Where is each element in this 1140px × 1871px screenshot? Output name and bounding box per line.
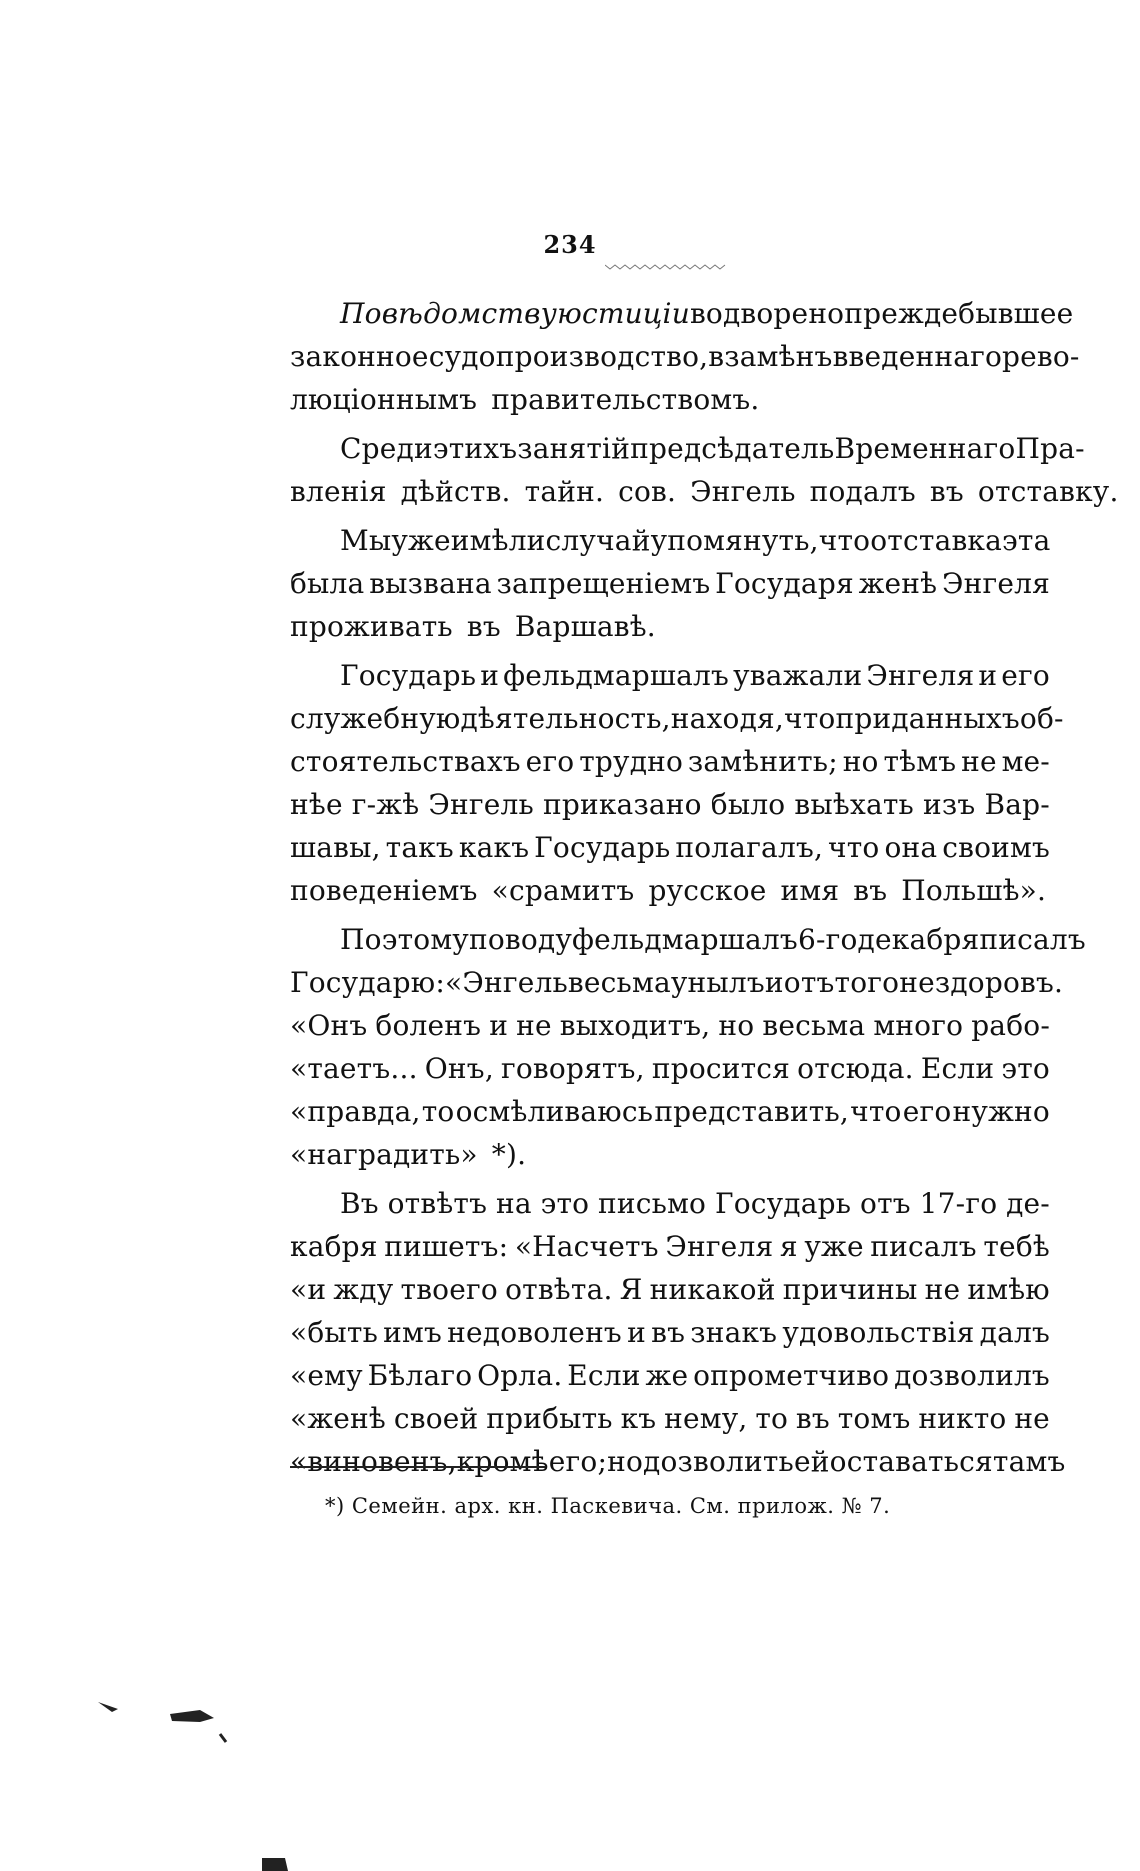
word: имя [780, 874, 840, 907]
word: декабря [857, 923, 980, 956]
text-line [290, 918, 1086, 961]
word: удовольствія [782, 1316, 975, 1349]
text-line [290, 605, 1050, 648]
word: въ [929, 475, 964, 508]
text-line [290, 1047, 1050, 1090]
word: кромѣ [456, 1445, 549, 1478]
word: прежде [844, 297, 959, 330]
word: и [480, 659, 500, 692]
word: тайн. [524, 475, 605, 508]
word: «Энгель [445, 966, 568, 999]
word: отъ [860, 1187, 911, 1220]
word: имѣли [450, 524, 546, 557]
word: случай [545, 524, 651, 557]
word: къ [620, 1402, 657, 1435]
word: Вар- [984, 788, 1050, 821]
word: и [978, 659, 998, 692]
word: отставка [870, 524, 1003, 557]
word: служебную [290, 702, 461, 735]
word: законное [290, 340, 429, 373]
text-line [290, 427, 1085, 470]
word: просится [651, 1052, 791, 1085]
word: что [818, 524, 871, 557]
scan-mark-tick [220, 1734, 226, 1742]
text-line [290, 335, 1080, 378]
word: шавы, [290, 831, 381, 864]
word: что [784, 702, 836, 735]
text-line [290, 1268, 1050, 1311]
word: вызвана [369, 567, 492, 600]
text-line [290, 961, 1064, 1004]
word: боленъ [375, 1009, 482, 1042]
word: Бѣлаго [367, 1359, 473, 1392]
word: сов. [618, 475, 677, 508]
word: введеннаго [832, 340, 1003, 373]
word: 17-го [919, 1187, 998, 1220]
word: Мы [340, 524, 392, 557]
word: дѣйств. [400, 475, 511, 508]
word: письмо [598, 1187, 707, 1220]
word: пишетъ: [384, 1230, 509, 1263]
word: стоятельствахъ [290, 745, 521, 778]
word: нѣе [290, 788, 343, 821]
word: приказано [543, 788, 702, 821]
word: отъ [783, 966, 835, 999]
word: что [850, 1095, 902, 1128]
word: уважали [733, 659, 863, 692]
word: дѣятельность, [460, 702, 671, 735]
word: знакъ [690, 1316, 778, 1349]
word: Энгеля [665, 1230, 774, 1263]
word: По [340, 923, 382, 956]
word: не [516, 1009, 552, 1042]
word: того [834, 966, 900, 999]
word: полагалъ, [675, 831, 824, 864]
scan-mark-bottom [262, 1858, 288, 1871]
text-line [290, 1004, 1050, 1047]
word: юстиціи [557, 297, 690, 330]
word: то [421, 1095, 455, 1128]
word: далъ [979, 1316, 1050, 1349]
word: выходитъ, [559, 1009, 711, 1042]
word: вѣдомству [381, 297, 558, 330]
word: данныхъ [891, 702, 1020, 735]
word: «женѣ [290, 1402, 387, 1435]
text-line [290, 654, 1050, 697]
word: Государь [714, 1187, 852, 1220]
word: писалъ [979, 923, 1086, 956]
word: въ [853, 874, 888, 907]
word: весьма [567, 966, 671, 999]
text-line [290, 1354, 1050, 1397]
word: прибыть [486, 1402, 613, 1435]
word: отвѣтъ [387, 1187, 488, 1220]
word: она [884, 831, 938, 864]
word: и [627, 1316, 646, 1349]
word: поведеніемъ [290, 874, 478, 907]
word: трудно [579, 745, 684, 778]
word: жду [333, 1273, 394, 1306]
word: томъ [837, 1402, 911, 1435]
word: что [828, 831, 880, 864]
word: унылъ [670, 966, 765, 999]
text-line [290, 519, 1050, 562]
word: было [710, 788, 786, 821]
word: опрометчиво [693, 1359, 890, 1392]
footnote: *) Семейн. арх. кн. Паскевича. См. прилож. № 7. [325, 1494, 891, 1518]
word: такъ [385, 831, 454, 864]
word: на [495, 1187, 532, 1220]
word: дозволилъ [894, 1359, 1050, 1392]
word: нему, [664, 1402, 748, 1435]
word: но [607, 1445, 644, 1478]
text-line [290, 1182, 1050, 1225]
word: въ [651, 1316, 686, 1349]
body-text [290, 292, 1119, 1483]
text-line [290, 378, 1050, 421]
word: женѣ [858, 567, 938, 600]
word: люціоннымъ [290, 383, 478, 416]
word: «быть [290, 1316, 379, 1349]
word: вленія [290, 475, 387, 508]
word: дозволить [643, 1445, 794, 1478]
word: его [525, 745, 575, 778]
word: 6-го [797, 923, 858, 956]
word: Энгель [428, 788, 534, 821]
word: писалъ [870, 1230, 977, 1263]
word: *). [491, 1138, 527, 1171]
word: взамѣнъ [708, 340, 833, 373]
word: г-жѣ [351, 788, 420, 821]
word: то [755, 1402, 789, 1435]
word: По [340, 297, 382, 330]
word: «Онъ [290, 1009, 368, 1042]
word: не [1014, 1402, 1050, 1435]
word: Государь [340, 659, 477, 692]
word: Среди [340, 432, 433, 465]
word: его; [548, 1445, 608, 1478]
word: не [924, 1273, 961, 1306]
word: Если [567, 1359, 641, 1392]
word: въ [466, 610, 501, 643]
word: «и [290, 1273, 327, 1306]
word: ей [794, 1445, 830, 1478]
word: подалъ [809, 475, 916, 508]
text-line [290, 1133, 1050, 1176]
word: выѣхать [794, 788, 914, 821]
word: фельдмаршалъ [503, 659, 730, 692]
word: отставку. [977, 475, 1119, 508]
word: тамъ [992, 1445, 1066, 1478]
word: эта [1002, 524, 1051, 557]
word: находя, [670, 702, 784, 735]
word: имѣю [967, 1273, 1050, 1306]
word: поводу [468, 923, 573, 956]
word: но [718, 1009, 755, 1042]
word: какъ [458, 831, 530, 864]
word: Я [619, 1273, 643, 1306]
text-line [290, 1311, 1050, 1354]
word: тѣмъ [883, 745, 957, 778]
word: фельдмаршалъ [572, 923, 798, 956]
word: нездоровъ. [899, 966, 1064, 999]
word: Онъ, [424, 1052, 494, 1085]
word: имъ [383, 1316, 443, 1349]
word: упомянуть, [650, 524, 819, 557]
word: кабря [290, 1230, 378, 1263]
word: этихъ [432, 432, 518, 465]
word: это [1001, 1052, 1050, 1085]
word: Энгеля [942, 567, 1050, 600]
text-line [290, 869, 1050, 912]
word: своей [393, 1402, 479, 1435]
word: Государь [534, 831, 671, 864]
word: проживать [290, 610, 453, 643]
word: оставаться [829, 1445, 993, 1478]
word: отвѣта. [505, 1273, 613, 1306]
word: причины [782, 1273, 918, 1306]
word: «Насчетъ [514, 1230, 659, 1263]
word: была [290, 567, 365, 600]
word: недоволенъ [447, 1316, 622, 1349]
footnote-rule [290, 1466, 545, 1468]
word: его [1001, 659, 1050, 692]
word: «срамитъ [491, 874, 635, 907]
word: предсѣдатель [630, 432, 835, 465]
text-line [290, 562, 1050, 605]
page-number: 234 [543, 230, 597, 259]
word: представить, [654, 1095, 850, 1128]
word: весьма [762, 1009, 866, 1042]
word: бывшее [958, 297, 1074, 330]
text-line [290, 1397, 1050, 1440]
word: тебѣ [983, 1230, 1050, 1263]
word: занятій [517, 432, 631, 465]
word: уже [804, 1230, 864, 1263]
word: «таетъ... [290, 1052, 418, 1085]
text-line [290, 697, 1064, 740]
word: этому [381, 923, 469, 956]
word: Варшавѣ. [514, 610, 656, 643]
word: Государю: [290, 966, 446, 999]
word: «виновенъ, [290, 1445, 457, 1478]
word: я [779, 1230, 798, 1263]
word: водворено [689, 297, 845, 330]
word: Польшѣ». [901, 874, 1047, 907]
word: Если [920, 1052, 995, 1085]
text-line [290, 1440, 1066, 1483]
scan-mark-arrow-left [98, 1702, 118, 1712]
text-line [290, 470, 1119, 513]
word: правительствомъ. [491, 383, 760, 416]
word: отсюда. [797, 1052, 914, 1085]
word: въ [795, 1402, 830, 1435]
text-line [290, 740, 1050, 783]
word: осмѣливаюсь [455, 1095, 654, 1128]
word: уже [391, 524, 451, 557]
word: Энгель [690, 475, 796, 508]
word: рабо- [971, 1009, 1050, 1042]
word: и [764, 966, 784, 999]
text-line [290, 826, 1050, 869]
word: запрещеніемъ [496, 567, 711, 600]
text-line [290, 783, 1050, 826]
text-line [290, 1090, 1050, 1133]
text-line [290, 292, 1074, 335]
word: судопроизводство, [428, 340, 709, 373]
word: никакой [649, 1273, 776, 1306]
word: твоего [400, 1273, 498, 1306]
word: говорятъ, [501, 1052, 645, 1085]
word: ме- [1001, 745, 1050, 778]
word: не [961, 745, 997, 778]
word: рево- [1002, 340, 1080, 373]
word: никто [918, 1402, 1007, 1435]
word: это [540, 1187, 590, 1220]
word: об- [1019, 702, 1064, 735]
word: Энгеля [866, 659, 975, 692]
word: «ему [290, 1359, 363, 1392]
word: Орла. [477, 1359, 563, 1392]
word: «наградить» [290, 1138, 478, 1171]
word: Въ [340, 1187, 379, 1220]
word: Временнаго [834, 432, 1016, 465]
word: Пра- [1015, 432, 1085, 465]
word: своимъ [942, 831, 1050, 864]
word: замѣнить; [687, 745, 838, 778]
page-number-ornament [605, 262, 735, 272]
word: же [645, 1359, 689, 1392]
word: много [873, 1009, 964, 1042]
text-line [290, 1225, 1050, 1268]
word: при [835, 702, 892, 735]
word: и [489, 1009, 509, 1042]
word: изъ [923, 788, 976, 821]
word: Государя [715, 567, 854, 600]
word: нужно [952, 1095, 1050, 1128]
word: его [902, 1095, 952, 1128]
word: «правда, [290, 1095, 421, 1128]
word: де- [1006, 1187, 1050, 1220]
word: русское [648, 874, 767, 907]
word: но [842, 745, 879, 778]
scan-mark-arrow-middle [170, 1710, 214, 1722]
